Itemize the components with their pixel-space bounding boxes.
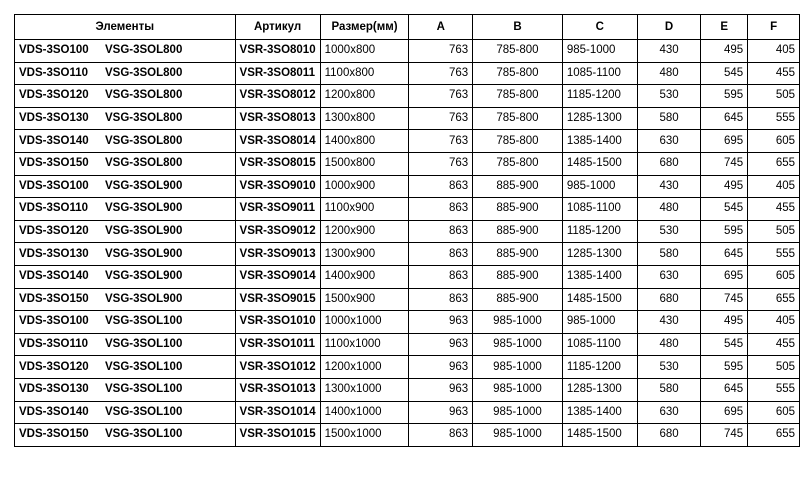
door-element: VDS-3SO120 (19, 360, 89, 373)
c-cell: 1485-1500 (562, 152, 637, 175)
spec-table (14, 14, 800, 447)
b-cell: 785-800 (473, 130, 563, 153)
c-cell: 985-1000 (562, 40, 637, 63)
elements-cell (15, 401, 236, 424)
door-element: VDS-3SO100 (19, 44, 89, 57)
header-b: B (473, 15, 563, 40)
glass-element: VSG-3SOL800 (105, 112, 183, 125)
b-cell: 785-800 (473, 40, 563, 63)
header-e: E (701, 15, 748, 40)
table-row (15, 107, 800, 130)
header-d: D (637, 15, 701, 40)
e-cell: 495 (701, 175, 748, 198)
f-cell: 555 (748, 378, 800, 401)
size-cell: 1100x1000 (320, 333, 409, 356)
d-cell: 680 (637, 288, 701, 311)
b-cell: 985-1000 (473, 424, 563, 447)
a-cell: 863 (409, 198, 473, 221)
e-cell: 745 (701, 152, 748, 175)
elements-cell (15, 265, 236, 288)
c-cell: 1185-1200 (562, 220, 637, 243)
f-cell: 605 (748, 130, 800, 153)
elements-cell (15, 424, 236, 447)
article-cell: VSR-3SO1013 (235, 378, 320, 401)
b-cell: 785-800 (473, 107, 563, 130)
size-cell: 1100x800 (320, 62, 409, 85)
a-cell: 863 (409, 265, 473, 288)
door-element: VDS-3SO140 (19, 270, 89, 283)
b-cell: 785-800 (473, 152, 563, 175)
d-cell: 530 (637, 220, 701, 243)
table-row (15, 333, 800, 356)
glass-element: VSG-3SOL100 (105, 405, 183, 418)
d-cell: 530 (637, 356, 701, 379)
glass-element: VSG-3SOL800 (105, 134, 183, 147)
d-cell: 680 (637, 152, 701, 175)
article-cell: VSR-3SO1010 (235, 311, 320, 334)
a-cell: 963 (409, 378, 473, 401)
door-element: VDS-3SO100 (19, 315, 89, 328)
door-element: VDS-3SO140 (19, 405, 89, 418)
d-cell: 480 (637, 198, 701, 221)
a-cell: 963 (409, 401, 473, 424)
d-cell: 580 (637, 378, 701, 401)
article-cell: VSR-3SO1011 (235, 333, 320, 356)
elements-cell (15, 356, 236, 379)
f-cell: 455 (748, 62, 800, 85)
elements-cell (15, 62, 236, 85)
table-row (15, 265, 800, 288)
e-cell: 595 (701, 356, 748, 379)
table-row (15, 40, 800, 63)
elements-cell (15, 198, 236, 221)
c-cell: 1085-1100 (562, 333, 637, 356)
elements-cell (15, 85, 236, 108)
b-cell: 985-1000 (473, 401, 563, 424)
e-cell: 695 (701, 401, 748, 424)
c-cell: 1185-1200 (562, 85, 637, 108)
e-cell: 695 (701, 130, 748, 153)
f-cell: 455 (748, 333, 800, 356)
size-cell: 1200x900 (320, 220, 409, 243)
c-cell: 1085-1100 (562, 198, 637, 221)
a-cell: 763 (409, 85, 473, 108)
d-cell: 430 (637, 175, 701, 198)
a-cell: 863 (409, 288, 473, 311)
a-cell: 763 (409, 152, 473, 175)
elements-cell (15, 152, 236, 175)
elements-cell (15, 220, 236, 243)
article-cell: VSR-3SO9011 (235, 198, 320, 221)
c-cell: 1385-1400 (562, 401, 637, 424)
size-cell: 1000x800 (320, 40, 409, 63)
e-cell: 595 (701, 85, 748, 108)
glass-element: VSG-3SOL800 (105, 157, 183, 170)
elements-cell (15, 288, 236, 311)
f-cell: 455 (748, 198, 800, 221)
b-cell: 885-900 (473, 198, 563, 221)
glass-element: VSG-3SOL100 (105, 315, 183, 328)
e-cell: 645 (701, 243, 748, 266)
elements-cell (15, 175, 236, 198)
size-cell: 1200x800 (320, 85, 409, 108)
c-cell: 1285-1300 (562, 243, 637, 266)
article-cell: VSR-3SO8014 (235, 130, 320, 153)
article-cell: VSR-3SO9013 (235, 243, 320, 266)
table-row (15, 378, 800, 401)
f-cell: 505 (748, 85, 800, 108)
d-cell: 480 (637, 62, 701, 85)
d-cell: 680 (637, 424, 701, 447)
elements-cell (15, 311, 236, 334)
elements-cell (15, 130, 236, 153)
glass-element: VSG-3SOL900 (105, 179, 183, 192)
glass-element: VSG-3SOL100 (105, 360, 183, 373)
d-cell: 630 (637, 130, 701, 153)
door-element: VDS-3SO120 (19, 225, 89, 238)
c-cell: 1485-1500 (562, 288, 637, 311)
article-cell: VSR-3SO8013 (235, 107, 320, 130)
article-cell: VSR-3SO9012 (235, 220, 320, 243)
d-cell: 630 (637, 265, 701, 288)
door-element: VDS-3SO150 (19, 157, 89, 170)
a-cell: 763 (409, 107, 473, 130)
b-cell: 885-900 (473, 265, 563, 288)
d-cell: 530 (637, 85, 701, 108)
b-cell: 985-1000 (473, 311, 563, 334)
article-cell: VSR-3SO8012 (235, 85, 320, 108)
size-cell: 1500x800 (320, 152, 409, 175)
d-cell: 580 (637, 107, 701, 130)
e-cell: 495 (701, 40, 748, 63)
door-element: VDS-3SO140 (19, 134, 89, 147)
door-element: VDS-3SO130 (19, 247, 89, 260)
size-cell: 1300x1000 (320, 378, 409, 401)
size-cell: 1300x800 (320, 107, 409, 130)
glass-element: VSG-3SOL800 (105, 89, 183, 102)
table-row (15, 85, 800, 108)
c-cell: 985-1000 (562, 175, 637, 198)
f-cell: 655 (748, 288, 800, 311)
a-cell: 863 (409, 175, 473, 198)
a-cell: 763 (409, 62, 473, 85)
a-cell: 763 (409, 130, 473, 153)
elements-cell (15, 333, 236, 356)
e-cell: 595 (701, 220, 748, 243)
article-cell: VSR-3SO1012 (235, 356, 320, 379)
article-cell: VSR-3SO8010 (235, 40, 320, 63)
elements-cell (15, 40, 236, 63)
f-cell: 405 (748, 311, 800, 334)
table-row (15, 311, 800, 334)
table-row (15, 62, 800, 85)
article-cell: VSR-3SO9014 (235, 265, 320, 288)
f-cell: 505 (748, 356, 800, 379)
size-cell: 1000x1000 (320, 311, 409, 334)
header-a: A (409, 15, 473, 40)
size-cell: 1400x800 (320, 130, 409, 153)
b-cell: 885-900 (473, 243, 563, 266)
article-cell: VSR-3SO8015 (235, 152, 320, 175)
a-cell: 763 (409, 40, 473, 63)
d-cell: 630 (637, 401, 701, 424)
door-element: VDS-3SO130 (19, 383, 89, 396)
d-cell: 430 (637, 40, 701, 63)
f-cell: 555 (748, 243, 800, 266)
glass-element: VSG-3SOL100 (105, 338, 183, 351)
door-element: VDS-3SO100 (19, 179, 89, 192)
b-cell: 985-1000 (473, 378, 563, 401)
f-cell: 605 (748, 401, 800, 424)
a-cell: 863 (409, 243, 473, 266)
door-element: VDS-3SO130 (19, 112, 89, 125)
door-element: VDS-3SO150 (19, 292, 89, 305)
b-cell: 985-1000 (473, 356, 563, 379)
a-cell: 863 (409, 220, 473, 243)
door-element: VDS-3SO120 (19, 89, 89, 102)
article-cell: VSR-3SO1015 (235, 424, 320, 447)
table-row (15, 401, 800, 424)
size-cell: 1000x900 (320, 175, 409, 198)
a-cell: 963 (409, 311, 473, 334)
c-cell: 1385-1400 (562, 130, 637, 153)
e-cell: 645 (701, 378, 748, 401)
size-cell: 1500x900 (320, 288, 409, 311)
elements-cell (15, 243, 236, 266)
e-cell: 745 (701, 424, 748, 447)
f-cell: 655 (748, 424, 800, 447)
d-cell: 430 (637, 311, 701, 334)
f-cell: 405 (748, 175, 800, 198)
glass-element: VSG-3SOL800 (105, 66, 183, 79)
b-cell: 785-800 (473, 85, 563, 108)
a-cell: 963 (409, 333, 473, 356)
a-cell: 963 (409, 356, 473, 379)
header-c: C (562, 15, 637, 40)
glass-element: VSG-3SOL900 (105, 292, 183, 305)
door-element: VDS-3SO150 (19, 428, 89, 441)
article-cell: VSR-3SO8011 (235, 62, 320, 85)
c-cell: 1485-1500 (562, 424, 637, 447)
glass-element: VSG-3SOL900 (105, 247, 183, 260)
glass-element: VSG-3SOL100 (105, 383, 183, 396)
e-cell: 545 (701, 333, 748, 356)
glass-element: VSG-3SOL100 (105, 428, 183, 441)
glass-element: VSG-3SOL900 (105, 202, 183, 215)
d-cell: 480 (637, 333, 701, 356)
table-row (15, 130, 800, 153)
b-cell: 885-900 (473, 220, 563, 243)
elements-cell (15, 378, 236, 401)
b-cell: 885-900 (473, 288, 563, 311)
header-size: Размер(мм) (320, 15, 409, 40)
table-row (15, 288, 800, 311)
size-cell: 1500x1000 (320, 424, 409, 447)
header-row (15, 15, 800, 40)
f-cell: 655 (748, 152, 800, 175)
header-elements: Элементы (15, 15, 236, 40)
table-body (15, 40, 800, 447)
c-cell: 1285-1300 (562, 107, 637, 130)
size-cell: 1400x900 (320, 265, 409, 288)
c-cell: 1085-1100 (562, 62, 637, 85)
table-row (15, 152, 800, 175)
e-cell: 745 (701, 288, 748, 311)
door-element: VDS-3SO110 (19, 338, 89, 351)
table-row (15, 424, 800, 447)
f-cell: 555 (748, 107, 800, 130)
size-cell: 1400x1000 (320, 401, 409, 424)
table-row (15, 356, 800, 379)
size-cell: 1300x900 (320, 243, 409, 266)
table-row (15, 243, 800, 266)
c-cell: 1185-1200 (562, 356, 637, 379)
e-cell: 695 (701, 265, 748, 288)
article-cell: VSR-3SO1014 (235, 401, 320, 424)
header-article: Артикул (235, 15, 320, 40)
glass-element: VSG-3SOL800 (105, 44, 183, 57)
b-cell: 885-900 (473, 175, 563, 198)
f-cell: 505 (748, 220, 800, 243)
f-cell: 405 (748, 40, 800, 63)
table-row (15, 220, 800, 243)
b-cell: 785-800 (473, 62, 563, 85)
c-cell: 1385-1400 (562, 265, 637, 288)
table-row (15, 175, 800, 198)
a-cell: 863 (409, 424, 473, 447)
glass-element: VSG-3SOL900 (105, 225, 183, 238)
size-cell: 1200x1000 (320, 356, 409, 379)
e-cell: 545 (701, 198, 748, 221)
e-cell: 495 (701, 311, 748, 334)
e-cell: 545 (701, 62, 748, 85)
c-cell: 1285-1300 (562, 378, 637, 401)
door-element: VDS-3SO110 (19, 202, 89, 215)
door-element: VDS-3SO110 (19, 66, 89, 79)
b-cell: 985-1000 (473, 333, 563, 356)
article-cell: VSR-3SO9010 (235, 175, 320, 198)
f-cell: 605 (748, 265, 800, 288)
d-cell: 580 (637, 243, 701, 266)
article-cell: VSR-3SO9015 (235, 288, 320, 311)
glass-element: VSG-3SOL900 (105, 270, 183, 283)
c-cell: 985-1000 (562, 311, 637, 334)
e-cell: 645 (701, 107, 748, 130)
elements-cell (15, 107, 236, 130)
header-f: F (748, 15, 800, 40)
table-row (15, 198, 800, 221)
size-cell: 1100x900 (320, 198, 409, 221)
